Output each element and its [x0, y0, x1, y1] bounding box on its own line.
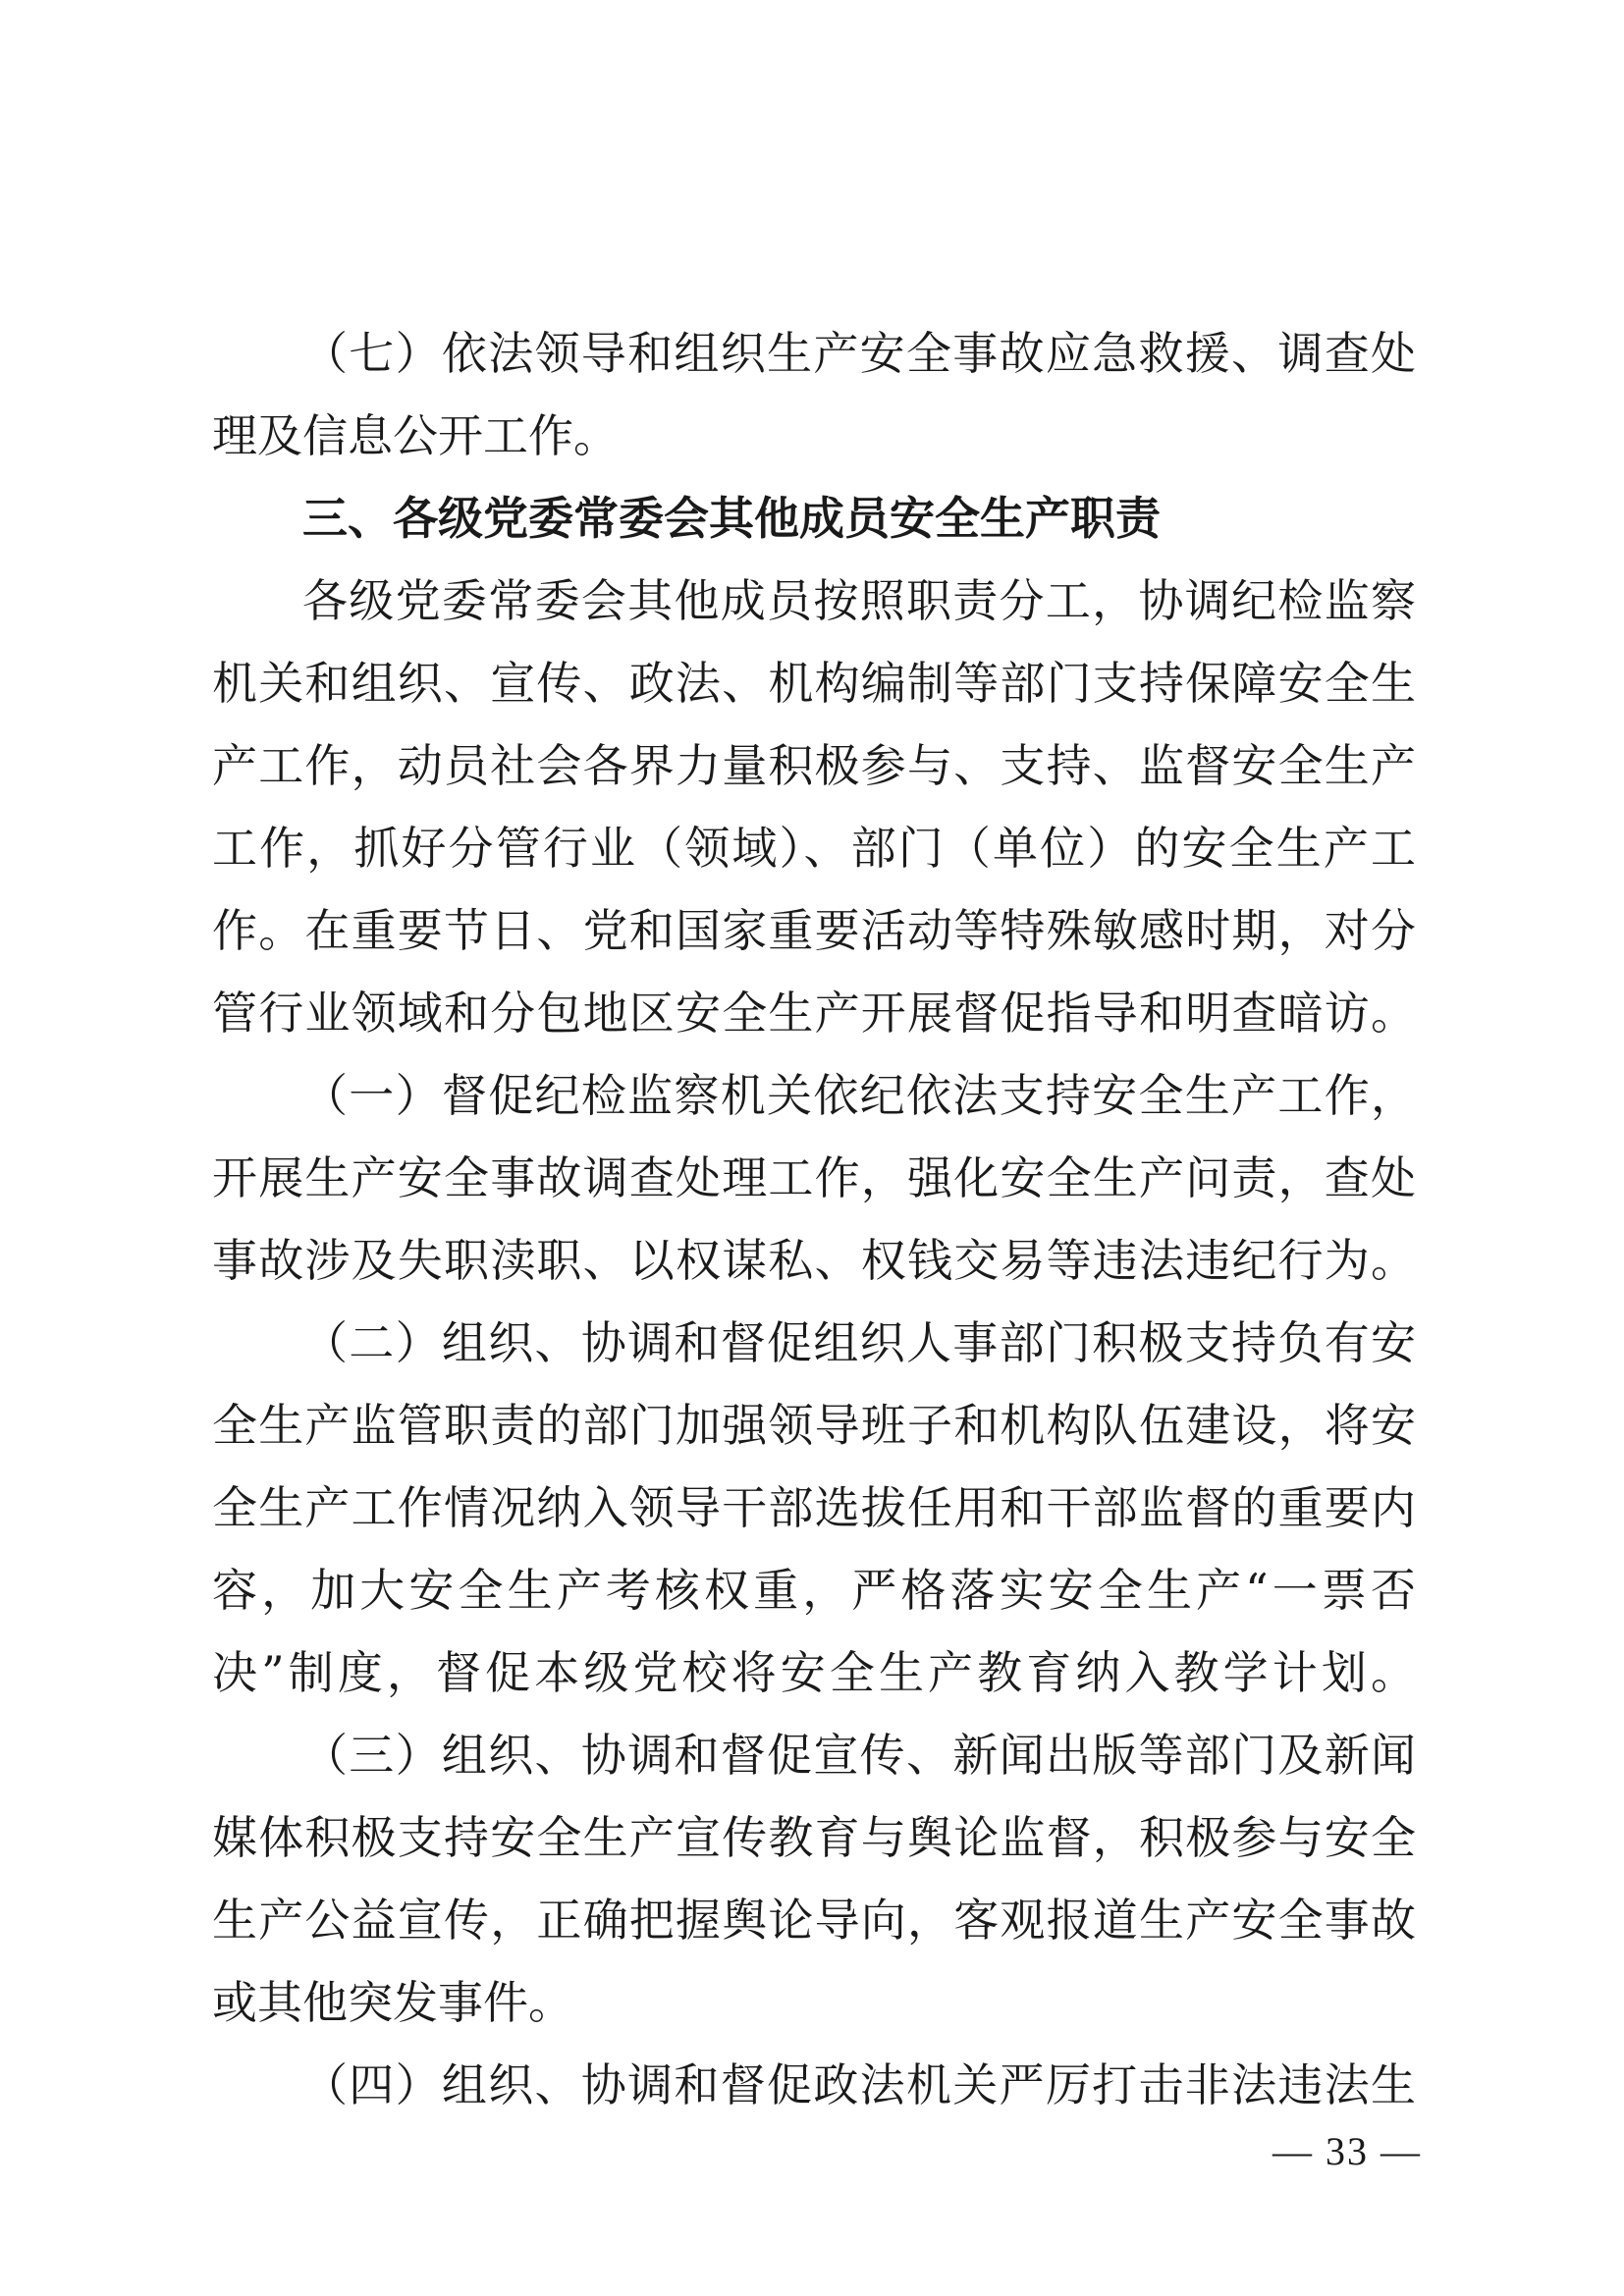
- text-line: 全生产工作情况纳入领导干部选拔任用和干部监督的重要内: [212, 1481, 1416, 1534]
- text-line: 各级党委常委会其他成员按照职责分工，协调纪检监察: [302, 574, 1416, 627]
- text-line: 机关和组织、宣传、政法、机构编制等部门支持保障安全生: [212, 657, 1416, 710]
- text-line: 或其他突发事件。: [212, 1976, 573, 2029]
- text-line: 管行业领域和分包地区安全生产开展督促指导和明查暗访。: [212, 987, 1416, 1040]
- text-line: 全生产监管职责的部门加强领导班子和机构队伍建设，将安: [212, 1399, 1416, 1452]
- text-line: 作。在重要节日、党和国家重要活动等特殊敏感时期，对分: [212, 904, 1416, 957]
- text-line: （三）组织、协调和督促宣传、新闻出版等部门及新闻: [302, 1729, 1416, 1782]
- document-body: [212, 312, 1416, 2126]
- text-line: （一）督促纪检监察机关依纪依法支持安全生产工作，: [302, 1069, 1416, 1122]
- text-line: （四）组织、协调和督促政法机关严厉打击非法违法生: [302, 2058, 1416, 2111]
- text-line: （二）组织、协调和督促组织人事部门积极支持负有安: [302, 1316, 1416, 1369]
- text-line: 生产公益宣传，正确把握舆论导向，客观报道生产安全事故: [212, 1894, 1416, 1947]
- page-number: — 33 —: [1272, 2129, 1422, 2173]
- text-line: 工作，抓好分管行业（领域）、部门（单位）的安全生产工: [212, 822, 1416, 875]
- text-line: 媒体积极支持安全生产宣传教育与舆论监督，积极参与安全: [212, 1811, 1416, 1864]
- section-heading: 三、各级党委常委会其他成员安全生产职责: [302, 492, 1161, 545]
- text-line: 容，加大安全生产考核权重，严格落实安全生产“一票否: [212, 1564, 1416, 1617]
- text-line: 决”制度，督促本级党校将安全生产教育纳入教学计划。: [212, 1646, 1416, 1699]
- text-line: 开展生产安全事故调查处理工作，强化安全生产问责，查处: [212, 1151, 1416, 1204]
- text-line: 产工作，动员社会各界力量积极参与、支持、监督安全生产: [212, 739, 1416, 792]
- text-line: 事故涉及失职渎职、以权谋私、权钱交易等违法违纪行为。: [212, 1234, 1416, 1287]
- text-line: （七）依法领导和组织生产安全事故应急救援、调查处: [302, 327, 1416, 380]
- text-line: 理及信息公开工作。: [212, 409, 619, 462]
